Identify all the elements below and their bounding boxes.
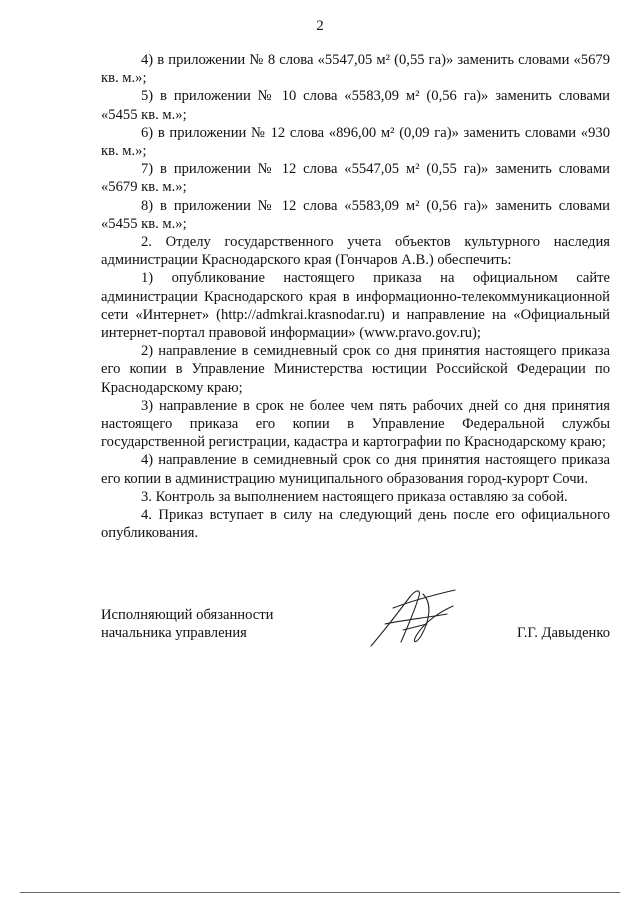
paragraph-section-4: 4. Приказ вступает в силу на следующий день после его официального опубликования.: [101, 507, 610, 542]
paragraph-section-2: 2. Отделу государственного учета объектов культурного наследия администрации Краснодарского края (Гончаров А.В.) обеспечить:: [101, 234, 610, 269]
signature-block: [101, 606, 610, 646]
paragraph-item-8-appendix-12: 8) в приложении № 12 слова «5583,09 м² (0,56 га)» заменить словами «5455 кв. м.»;: [101, 197, 610, 232]
handwritten-signature: [363, 584, 463, 650]
paragraph-section-2-item-3: 3) направление в срок не более чем пять рабочих дней со дня принятия настоящего приказа его копии в Управление Федеральной службы государственной регистрации, кадастра и картографии по Краснодарскому краю;: [101, 397, 610, 451]
footer-divider: [20, 892, 620, 893]
paragraph-section-2-item-2: 2) направление в семидневный срок со дня принятия настоящего приказа его копии в Управление Министерства юстиции Российской Федерации по Краснодарскому краю;: [101, 343, 610, 396]
signatory-position-line-1: Исполняющий обязанности: [101, 607, 274, 623]
paragraph-section-2-item-4: 4) направление в семидневный срок со дня принятия настоящего приказа его копии в администрацию муниципального образования город-курорт Сочи.: [101, 452, 610, 487]
page-number: 2: [316, 18, 324, 34]
signatory-position: [101, 606, 273, 642]
paragraph-item-4-appendix-8: 4) в приложении № 8 слова «5547,05 м² (0,55 га)» заменить словами «5679 кв. м.»;: [101, 52, 610, 87]
paragraph-item-6-appendix-12: 6) в приложении № 12 слова «896,00 м² (0,09 га)» заменить словами «930 кв. м.»;: [101, 124, 610, 160]
signatory-position-line-2: начальника управления: [101, 625, 247, 642]
paragraph-section-3: 3. Контроль за выполнением настоящего приказа оставляю за собой.: [141, 488, 568, 505]
document-body: [101, 51, 610, 542]
paragraph-section-2-item-1: 1) опубликование настоящего приказа на официальном сайте администрации Краснодарского края в информационно-телекоммуникационной сети «Интернет» (http://admkrai.krasnodar.ru) и направление на «Официальный интернет-портал правовой информации» (www.pravo.gov.ru);: [101, 270, 610, 342]
paragraph-item-5-appendix-10: 5) в приложении № 10 слова «5583,09 м² (0,56 га)» заменить словами «5455 кв. м.»;: [101, 88, 610, 123]
signatory-name: Г.Г. Давыденко: [516, 625, 610, 641]
paragraph-item-7-appendix-12: 7) в приложении № 12 слова «5547,05 м² (0,55 га)» заменить словами «5679 кв. м.»;: [101, 161, 610, 196]
